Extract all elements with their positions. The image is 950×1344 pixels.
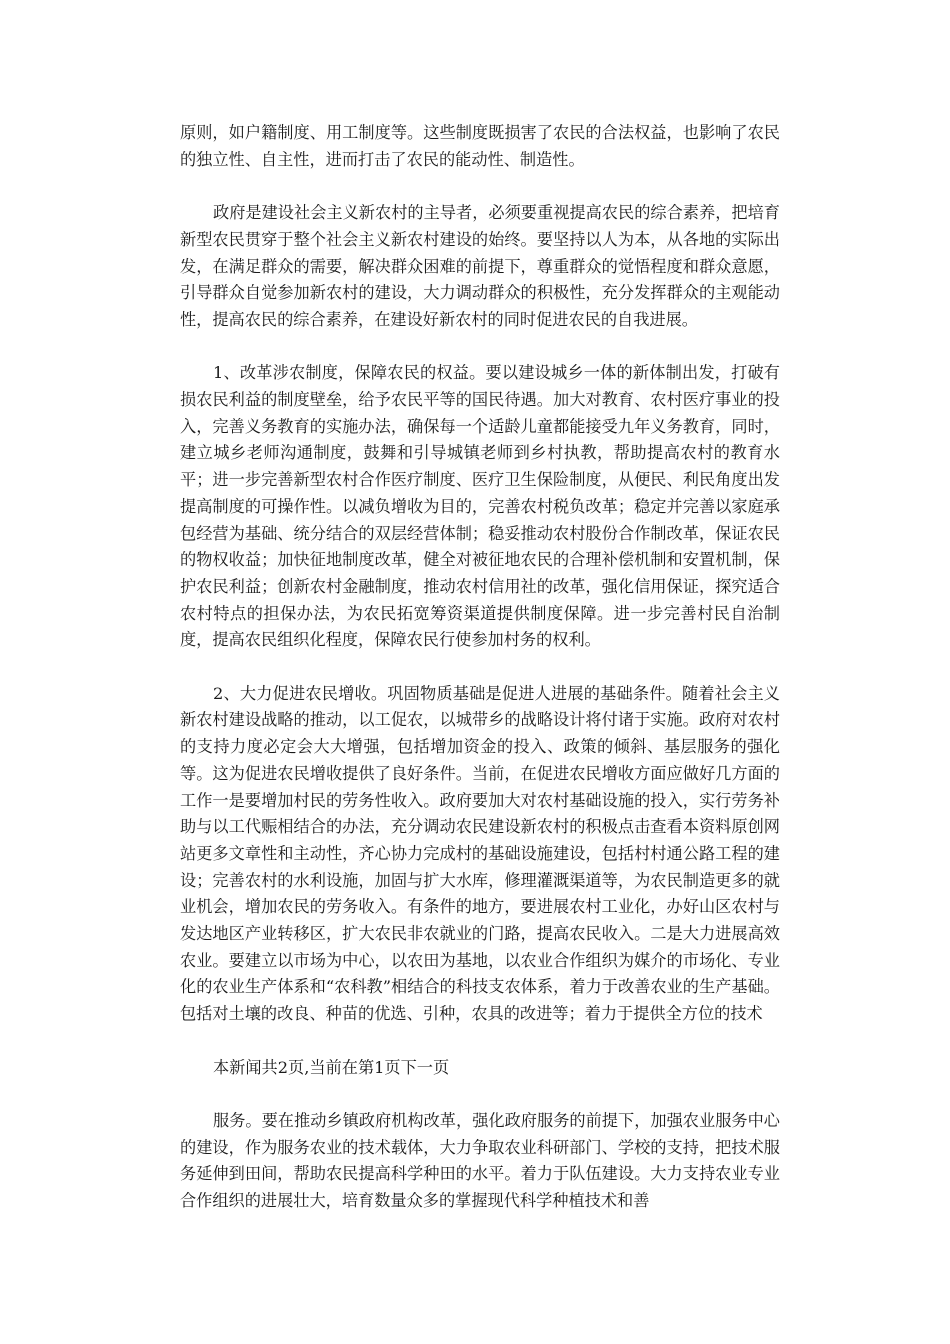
- paragraph-4: 2、大力促进农民增收。巩固物质基础是促进人进展的基础条件。随着社会主义新农村建设战略的推动，以工促农，以城带乡的战略设计将付诸于实施。政府对农村的支持力度必定会大大增强，包括增加资金的投入、政策的倾斜、基层服务的强化等。这为促进农民增收提供了良好条件。当前，在促进农民增收方面应做好几方面的工作一是要增加村民的劳务性收入。政府要加大对农村基础设施的投入，实行劳务补助与以工代赈相结合的办法，充分调动农民建设新农村的积极点击查看本资料原创网站更多文章性和主动性，齐心协力完成村的基础设施建设，包括村村通公路工程的建设；完善农村的水利设施，加固与扩大水库，修理灌溉渠道等，为农民制造更多的就业机会，增加农民的劳务收入。有条件的地方，要进展农村工业化，办好山区农村与发达地区产业转移区，扩大农民非农就业的门路，提高农民收入。二是大力进展高效农业。要建立以市场为中心，以农田为基地，以农业合作组织为媒介的市场化、专业化的农业生产体系和“农科教”相结合的科技支农体系，着力于改善农业的生产基础。包括对土壤的改良、种苗的优选、引种，农具的改进等；着力于提供全方位的技术: [180, 683, 780, 1024]
- paragraph-2: 政府是建设社会主义新农村的主导者，必须要重视提高农民的综合素养，把培育新型农民贯穿于整个社会主义新农村建设的始终。要坚持以人为本，从各地的实际出发，在满足群众的需要，解决群众困难的前提下，尊重群众的觉悟程度和群众意愿，引导群众自觉参加新农村的建设，大力调动群众的积极性，充分发挥群众的主观能动性，提高农民的综合素养，在建设好新农村的同时促进农民的自我进展。: [180, 203, 780, 329]
- paragraph-5: 服务。要在推动乡镇政府机构改革，强化政府服务的前提下，加强农业服务中心的建设，作为服务农业的技术载体，大力争取农业科研部门、学校的支持，把技术服务延伸到田间，帮助农民提高科学种田的水平。着力于队伍建设。大力支持农业专业合作组织的进展壮大，培育数量众多的掌握现代科学种植技术和善: [180, 1110, 780, 1211]
- paragraph-3: 1、改革涉农制度，保障农民的权益。要以建设城乡一体的新体制出发，打破有损农民利益的制度壁垒，给予农民平等的国民待遇。加大对教育、农村医疗事业的投入，完善义务教育的实施办法，确保每一个适龄儿童都能接受九年义务教育，同时，建立城乡老师沟通制度，鼓舞和引导城镇老师到乡村执教，帮助提高农村的教育水平；进一步完善新型农村合作医疗制度、医疗卫生保险制度，从便民、利民角度出发提高制度的可操作性。以减负增收为目的，完善农村税负改革；稳定并完善以家庭承包经营为基础、统分结合的双层经营体制；稳妥推动农村股份合作制改革，保证农民的物权收益；加快征地制度改革，健全对被征地农民的合理补偿机制和安置机制，保护农民利益；创新农村金融制度，推动农村信用社的改革，强化信用保证，探究适合农村特点的担保办法，为农民拓宽筹资渠道提供制度保障。进一步完善村民自治制度，提高农民组织化程度，保障农民行使参加村务的权利。: [180, 363, 780, 650]
- document-body: [180, 120, 780, 1241]
- page-navigation[interactable]: 本新闻共2页,当前在第1页下一页: [213, 1057, 450, 1077]
- paragraph-1: 原则，如户籍制度、用工制度等。这些制度既损害了农民的合法权益，也影响了农民的独立性、自主性，进而打击了农民的能动性、制造性。: [180, 123, 780, 169]
